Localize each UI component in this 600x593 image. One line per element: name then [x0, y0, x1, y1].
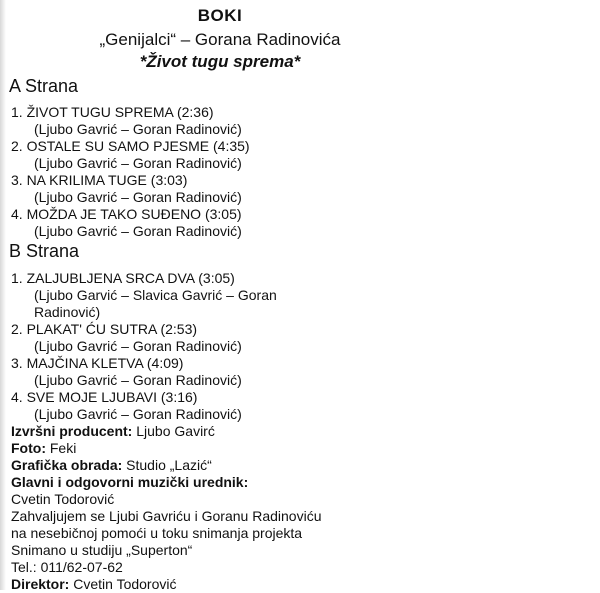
- director-line: [11, 576, 431, 593]
- director-label: Direktor:: [11, 576, 70, 592]
- photo-value: Feki: [49, 440, 77, 456]
- side-a-tracklist: [11, 104, 341, 240]
- track-credit: (Ljubo Gavrić – Goran Radinović): [34, 155, 242, 171]
- design-line: [11, 457, 431, 474]
- track-title: 2. PLAKAT' ĆU SUTRA (2:53): [11, 321, 198, 337]
- track-item: [11, 355, 341, 389]
- track-credit: (Ljubo Gavrić – Goran Radinović): [34, 121, 242, 137]
- editor-value: Cvetin Todorović: [11, 491, 115, 507]
- track-credit: (Ljubo Gavrić – Goran Radinović): [34, 223, 242, 239]
- side-b-heading: B Strana: [9, 241, 80, 261]
- track-title: 3. NA KRILIMA TUGE (3:03): [11, 172, 188, 188]
- thanks-line-2: na nesebičnoj pomoći u toku snimanja projekta: [11, 525, 303, 541]
- track-item: [11, 104, 341, 138]
- track-title: 1. ZALJUBLJENA SRCA DVA (3:05): [11, 270, 235, 286]
- track-credit: (Ljubo Gavrić – Goran Radinović): [34, 406, 242, 422]
- studio-line: Snimano u studiju „Superton“: [11, 542, 193, 558]
- director-value: Cvetin Todorović: [73, 576, 177, 592]
- photo-label: Foto:: [11, 440, 46, 456]
- side-b-tracklist: [11, 270, 341, 423]
- paper-edge-shadow: [0, 0, 6, 590]
- design-value: Studio „Lazić“: [126, 457, 212, 473]
- track-credit: (Ljubo Gavrić – Goran Radinović): [34, 338, 242, 354]
- thanks-line-1: Zahvaljujem se Ljubi Gavriću i Goranu Radinoviću: [11, 508, 322, 524]
- track-title: 1. ŽIVOT TUGU SPREMA (2:36): [11, 104, 214, 120]
- track-item: [11, 138, 341, 172]
- producer-value: Ljubo Gavirć: [136, 423, 215, 439]
- credits-block: [11, 423, 431, 593]
- track-item: [11, 206, 341, 240]
- track-item: [11, 270, 341, 321]
- photo-line: [11, 440, 431, 457]
- artist-name: BOKI: [197, 6, 243, 25]
- track-title: 4. SVE MOJE LJUBAVI (3:16): [11, 389, 198, 405]
- editor-label: Glavni i odgovorni muzički urednik:: [11, 474, 249, 490]
- side-a-heading: A Strana: [9, 76, 79, 96]
- editor-label-line: [11, 474, 431, 491]
- track-title: 3. MAJČINA KLETVA (4:09): [11, 355, 184, 371]
- track-title: 2. OSTALE SU SAMO PJESME (4:35): [11, 138, 250, 154]
- phone-line: Tel.: 011/62-07-62: [11, 559, 123, 575]
- track-item: [11, 172, 341, 206]
- track-credit: (Ljubo Gavrić – Goran Radinović): [34, 189, 242, 205]
- design-label: Grafička obrada:: [11, 457, 123, 473]
- producer-label: Izvršni producent:: [11, 423, 133, 439]
- album-title: *Život tugu sprema*: [139, 52, 301, 71]
- track-credit: (Ljubo Garvić – Slavica Gavrić – Goran Radinović): [34, 287, 277, 320]
- track-credit: (Ljubo Gavrić – Goran Radinović): [34, 372, 242, 388]
- track-item: [11, 321, 341, 355]
- track-title: 4. MOŽDA JE TAKO SUĐENO (3:05): [11, 206, 242, 222]
- album-subtitle: „Genijalci“ – Gorana Radinovića: [99, 30, 341, 49]
- producer-line: [11, 423, 431, 440]
- track-item: [11, 389, 341, 423]
